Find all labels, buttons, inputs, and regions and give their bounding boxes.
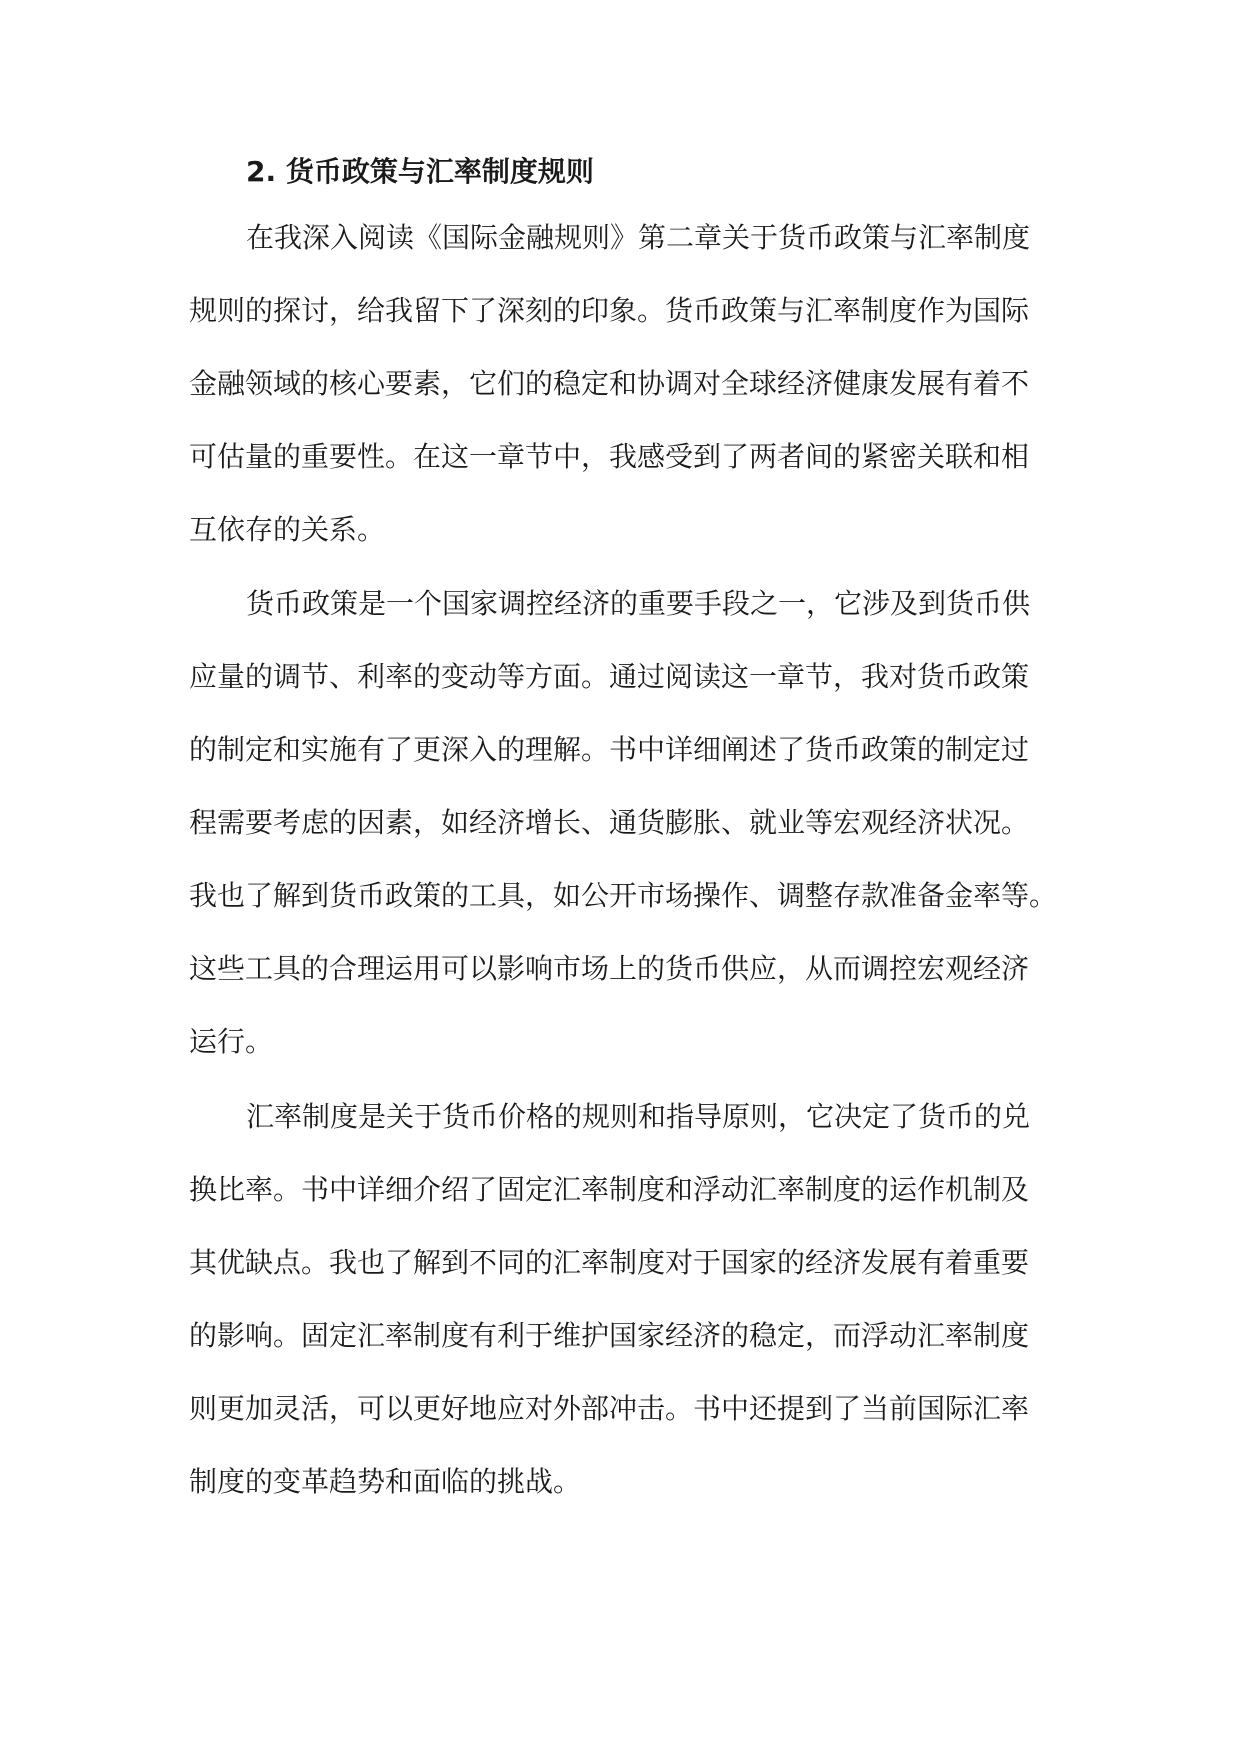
- paragraph-line: 的影响。固定汇率制度有利于维护国家经济的稳定，而浮动汇率制度: [189, 1319, 1030, 1352]
- paragraph-2: [189, 567, 1069, 1078]
- paragraph-line: 货币政策是一个国家调控经济的重要手段之一，它涉及到货币供: [246, 587, 1031, 620]
- paragraph-line: 的制定和实施有了更深入的理解。书中详细阐述了货币政策的制定过: [189, 733, 1030, 766]
- paragraph-line: 应量的调节、利率的变动等方面。通过阅读这一章节，我对货币政策: [189, 660, 1030, 693]
- paragraph-line: 我也了解到货币政策的工具，如公开市场操作、调整存款准备金率等。: [189, 879, 1058, 912]
- paragraph-line: 换比率。书中详细介绍了固定汇率制度和浮动汇率制度的运作机制及: [189, 1173, 1030, 1206]
- paragraph-line: 在我深入阅读《国际金融规则》第二章关于货币政策与汇率制度: [246, 221, 1031, 254]
- paragraph-line: 金融领域的核心要素，它们的稳定和协调对全球经济健康发展有着不: [189, 367, 1030, 400]
- paragraph-line: 汇率制度是关于货币价格的规则和指导原则，它决定了货币的兑: [246, 1100, 1031, 1133]
- paragraph-line: 可估量的重要性。在这一章节中，我感受到了两者间的紧密关联和相: [189, 440, 1030, 473]
- paragraph-3: [189, 1080, 1069, 1518]
- section-heading: 2. 货币政策与汇率制度规则: [246, 155, 594, 188]
- paragraph-line: 运行。: [189, 1025, 274, 1058]
- paragraph-line: 程需要考虑的因素，如经济增长、通货膨胀、就业等宏观经济状况。: [189, 806, 1030, 839]
- paragraph-line: 互依存的关系。: [189, 513, 386, 546]
- paragraph-1: [189, 201, 1069, 566]
- paragraph-line: 制度的变革趋势和面临的挑战。: [189, 1465, 582, 1498]
- paragraph-line: 这些工具的合理运用可以影响市场上的货币供应，从而调控宏观经济: [189, 952, 1030, 985]
- paragraph-line: 规则的探讨，给我留下了深刻的印象。货币政策与汇率制度作为国际: [189, 294, 1030, 327]
- paragraph-line: 则更加灵活，可以更好地应对外部冲击。书中还提到了当前国际汇率: [189, 1392, 1030, 1425]
- paragraph-line: 其优缺点。我也了解到不同的汇率制度对于国家的经济发展有着重要: [189, 1246, 1030, 1279]
